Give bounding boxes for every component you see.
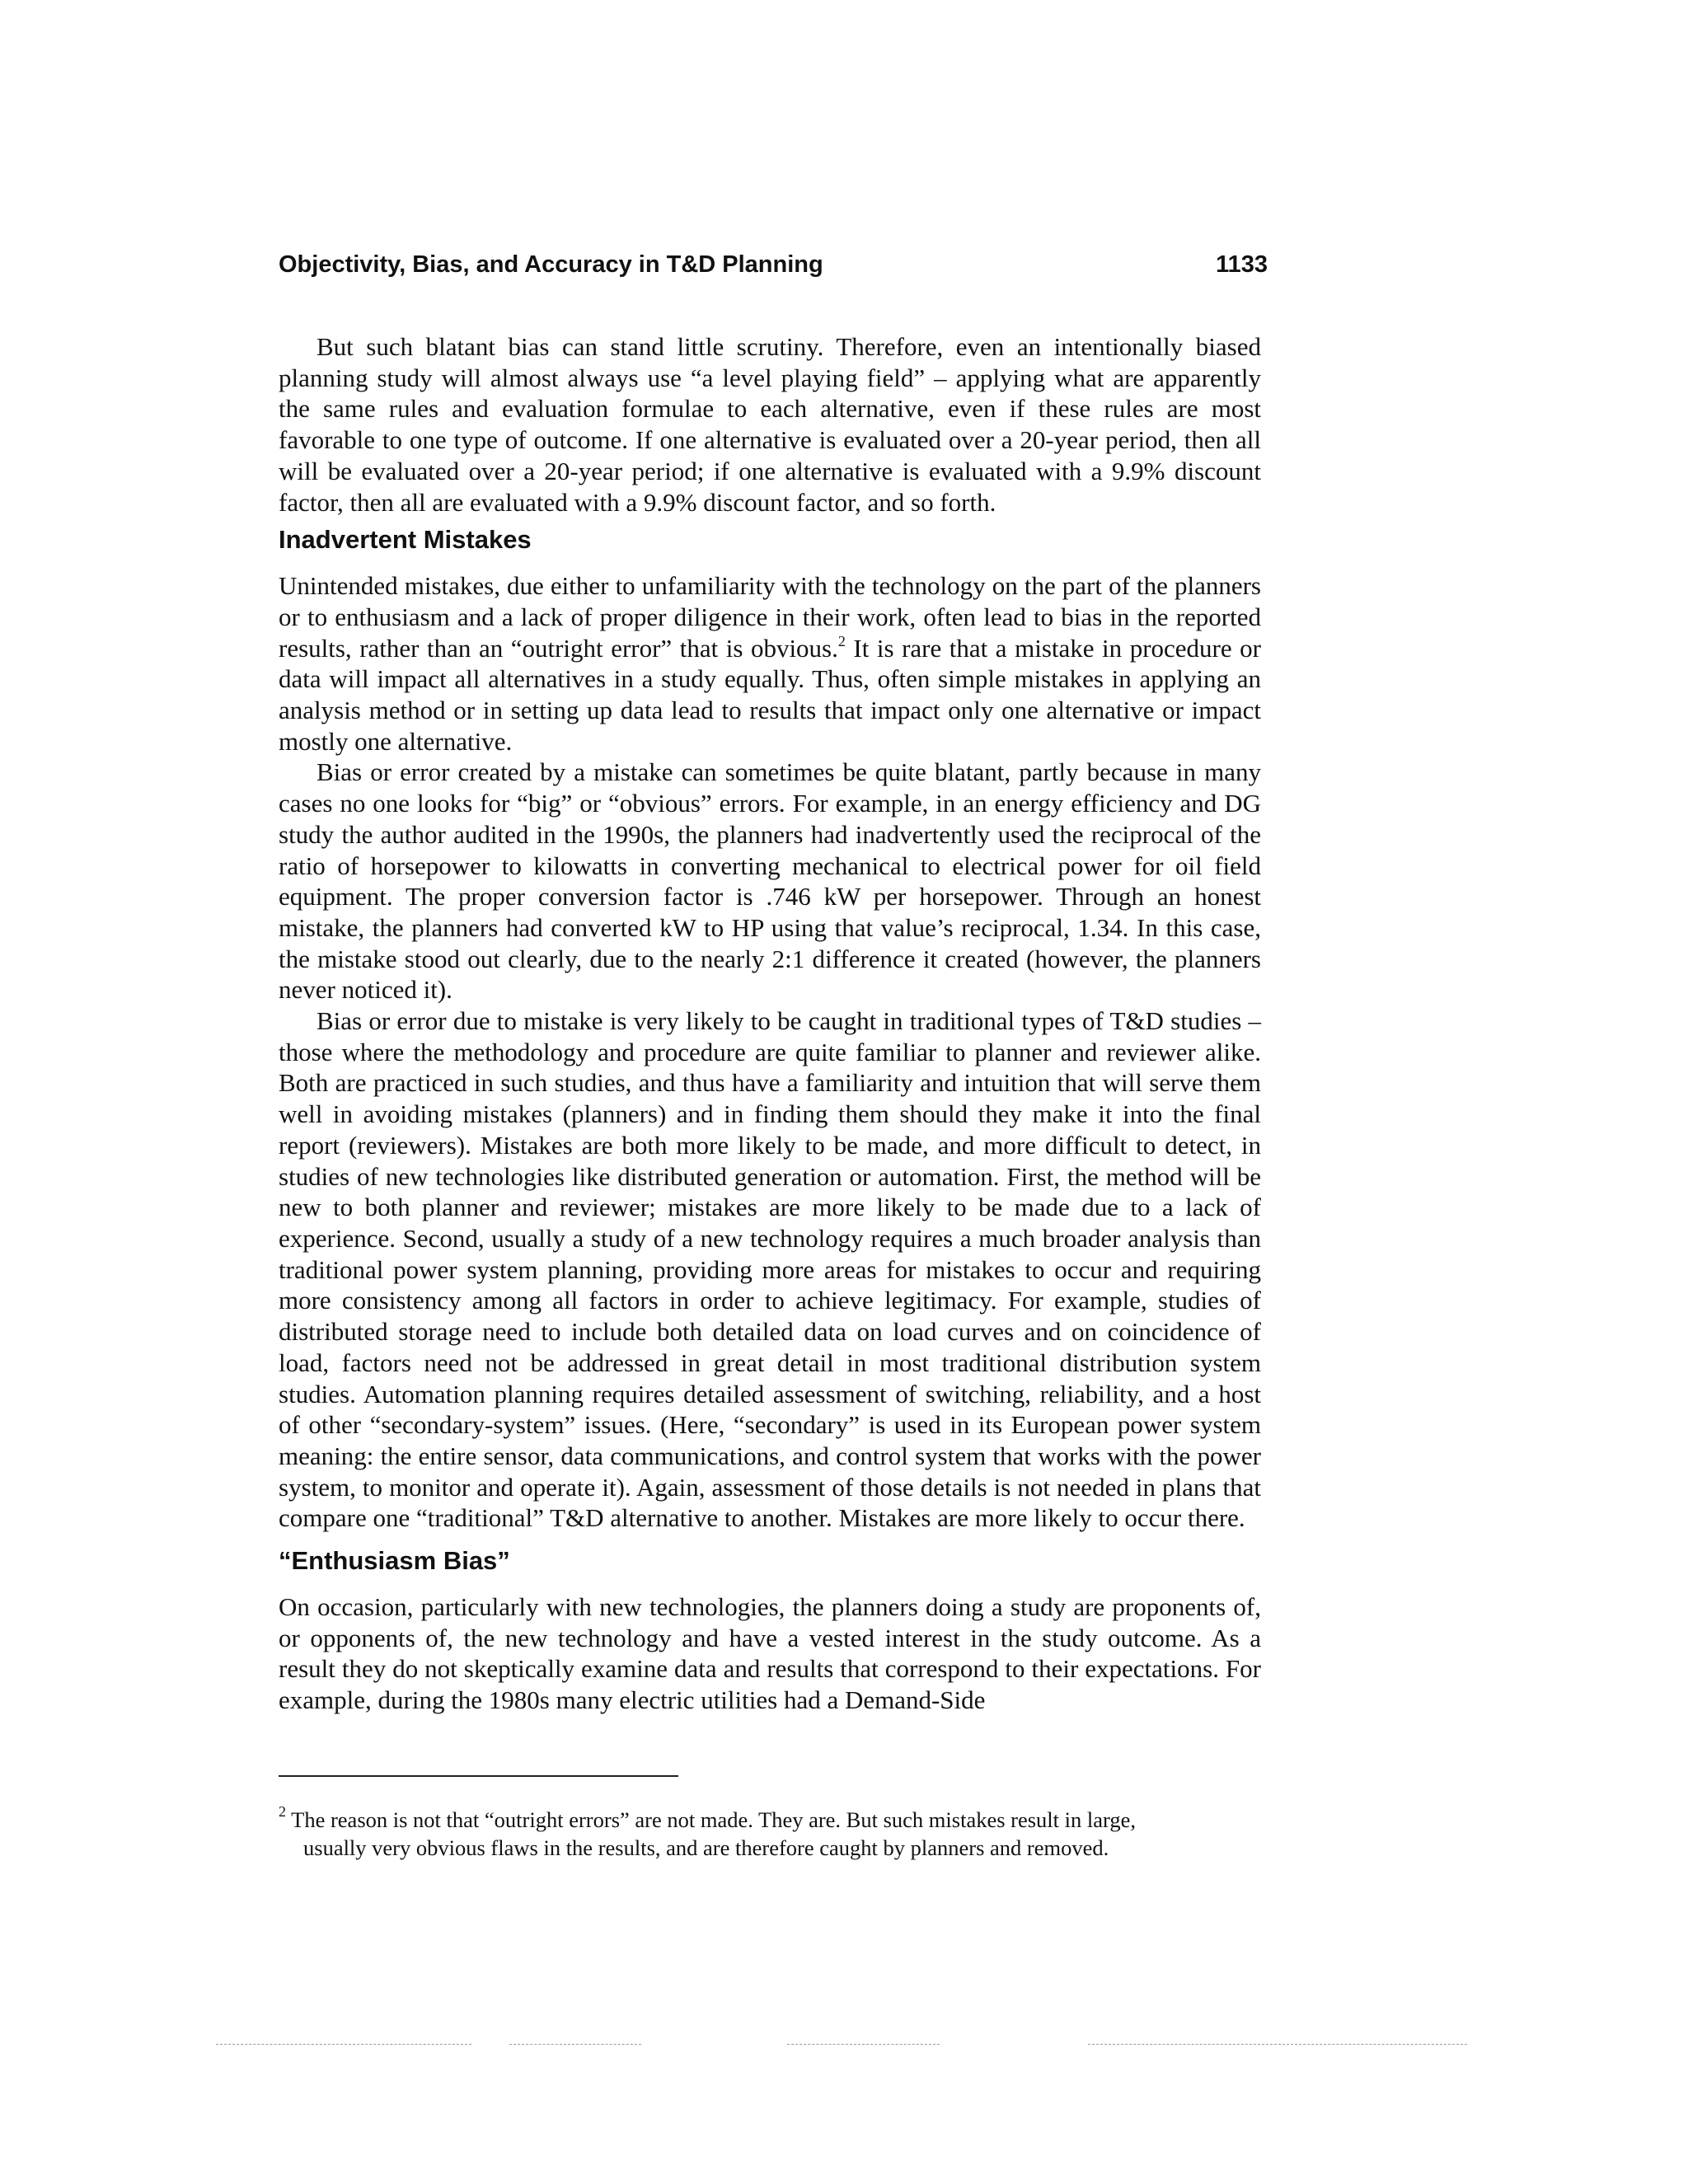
page-number: 1133 [1216,251,1268,278]
paragraph-unintended-mistakes [279,570,1261,757]
footnote-text: The reason is not that “outright errors” are not made. They are. But such mistakes result in large, [286,1807,1137,1832]
paragraph-blatant-mistake-example: Bias or error created by a mistake can sometimes be quite blatant, partly because in many cases no one looks for “big” or “obvious” errors. For example, in an energy efficiency and DG study the author audited in the 1990s, the planners had inadvertently used the reciprocal of the ratio of horsepower to kilowatts in converting mechanical to electrical power for oil field equipment. The proper conversion factor is .746 kW per horsepower. Through an honest mistake, the planners had converted kW to HP using that value’s reciprocal, 1.34. In this case, the mistake stood out clearly, due to the nearly 2:1 difference it created (however, the planners never noticed it). [279,757,1261,1005]
chapter-title: Objectivity, Bias, and Accuracy in T&D Planning [279,251,823,278]
footnote [279,1803,1261,1862]
section-heading-inadvertent-mistakes: Inadvertent Mistakes [279,525,532,555]
paragraph-text: It is rare that a mistake in procedure or data will impact all alternatives in a study equally. Thus, often simple mistakes in applying an analysis method or in setting up data lead to results that impact only one alternative or impact mostly one alternative. [279,633,1261,756]
running-head [279,244,1268,285]
paragraph-text: Unintended mistakes, due either to unfamiliarity with the technology on the part of the planners or to enthusiasm and a lack of proper diligence in their work, often lead to bias in the reported results, rather than an “outright error” that is obvious. [279,571,1261,663]
footnote-marker: 2 [279,1803,286,1820]
footnote-reference: 2 [837,632,846,649]
section-heading-enthusiasm-bias: “Enthusiasm Bias” [279,1546,510,1576]
paragraph-blatant-bias: But such blatant bias can stand little scrutiny. Therefore, even an intentionally biased planning study will almost always use “a level playing field” – applying what are apparently the same rules and evaluation formulae to each alternative, even if these rules are most favorable to one type of outcome. If one alternative is evaluated over a 20-year period, then all will be evaluated over a 20-year period; if one alternative is evaluated with a 9.9% discount factor, then all are evaluated with a 9.9% discount factor, and so forth. [279,332,1261,517]
scan-artifact-line [1088,2044,1467,2045]
footnote-text-continued: usually very obvious flaws in the results, and are therefore caught by planners and removed. [303,1835,1109,1860]
body-text [279,331,1261,1716]
paragraph-traditional-studies: Bias or error due to mistake is very likely to be caught in traditional types of T&D studies – those where the methodology and procedure are quite familiar to planner and reviewer alike. Both are practiced in such studies, and thus have a familiarity and intuition that will serve them well in avoiding mistakes (planners) and in finding them should they make it into the final report (reviewers). Mistakes are both more likely to be made, and more difficult to detect, in studies of new technologies like distributed generation or automation. First, the method will be new to both planner and reviewer; mistakes are more likely to be made due to a lack of experience. Second, usually a study of a new technology requires a much broader analysis than traditional power system planning, providing more areas for mistakes to occur and requiring more consistency among all factors in order to achieve legitimacy. For example, studies of distributed storage need to include both detailed data on load curves and on coincidence of load, factors need not be addressed in great detail in most traditional distribution system studies. Automation planning requires detailed assessment of switching, reliability, and a host of other “secondary-system” issues. (Here, “secondary” is used in its European power system meaning: the entire sensor, data communications, and control system that works with the power system, to monitor and operate it). Again, assessment of those details is not needed in plans that compare one “traditional” T&D alternative to another. Mistakes are more likely to occur there. [279,1006,1261,1533]
scan-artifact-line [787,2044,940,2045]
footnote-divider [279,1775,678,1777]
scan-artifact-line [216,2044,471,2045]
scan-artifact-line [509,2044,641,2045]
paragraph-enthusiasm-bias: On occasion, particularly with new technologies, the planners doing a study are proponents of, or opponents of, the new technology and have a vested interest in the study outcome. As a result they do not skeptically examine data and results that correspond to their expectations. For example, during the 1980s many electric utilities had a Demand-Side [279,1592,1261,1715]
